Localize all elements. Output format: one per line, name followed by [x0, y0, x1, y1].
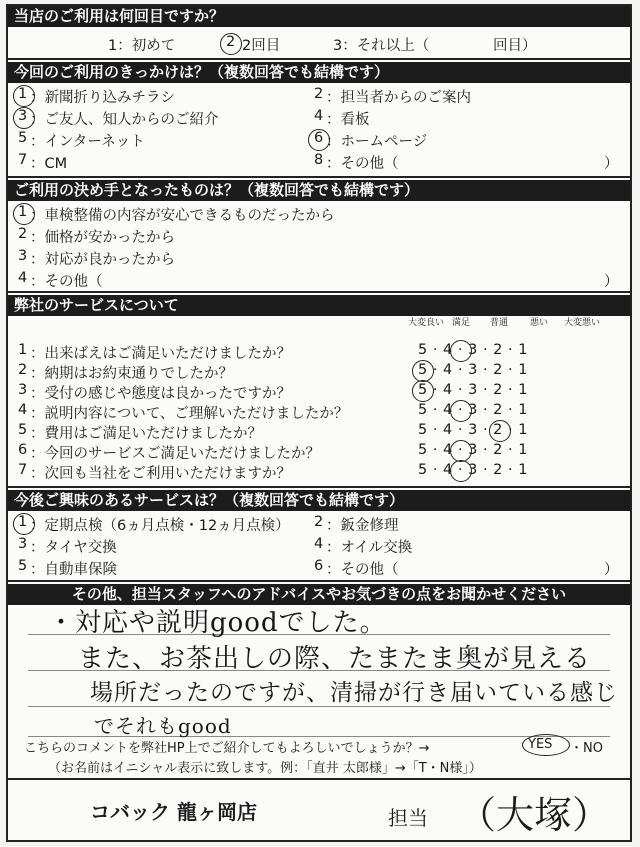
rating-col-excellent: 大変良い: [408, 318, 445, 328]
question-text: ：次回も当社をご利用いただけますか？: [30, 466, 291, 482]
decider-option-price[interactable]: ：価格が安かったから: [30, 230, 175, 246]
trigger-num: 7: [18, 152, 28, 168]
shop-name: コバック 龍ヶ岡店: [90, 800, 257, 824]
section-divider: [8, 580, 630, 582]
initials-note: （お名前はイニシャル表示に致します。例：「直井 太郎様」→「T・N様」）: [48, 761, 482, 776]
visit-option-second[interactable]: 2回目: [242, 38, 281, 54]
rating-col-bad: 悪い: [529, 318, 548, 328]
question-num: 6: [18, 442, 28, 458]
handwritten-comment-line: でそれもgood: [94, 714, 232, 738]
rating-scale[interactable]: 5 · 4 · 3 · 2 · 1: [418, 402, 528, 418]
visit-option-second-num[interactable]: 2: [226, 34, 236, 50]
question-text: ：今回のサービスご満足いただけましたか？: [30, 446, 320, 462]
question-text: ：費用はご満足いただけましたか？: [30, 426, 262, 442]
question-num: 4: [18, 402, 28, 418]
visit-option-more[interactable]: 3：それ以上（: [333, 38, 430, 54]
rating-answer-circle: [489, 420, 511, 442]
interest-option-insurance[interactable]: ：自動車保険: [30, 562, 117, 578]
rating-col-very-bad: 大変悪い: [564, 318, 601, 328]
trigger-num: 1: [18, 86, 28, 102]
trigger-option-internet[interactable]: ：インターネット: [30, 134, 145, 150]
decider-num: 2: [18, 226, 28, 242]
section-divider: [8, 486, 630, 488]
rating-answer-circle: [450, 400, 472, 422]
rating-col-good: 満足: [451, 318, 470, 328]
section-divider: [8, 778, 630, 780]
close-paren: ）: [604, 156, 619, 172]
trigger-num: 5: [18, 130, 28, 146]
handwritten-comment-line: ・対応や説明goodでした。: [48, 608, 387, 638]
trigger-num: 6: [314, 130, 324, 146]
question-num: 7: [18, 462, 28, 478]
interest-num: 4: [314, 536, 324, 552]
section-visits-header: 当店のご利用は何回目ですか？: [8, 6, 630, 27]
staff-label: 担当: [388, 806, 428, 830]
interest-num: 5: [18, 558, 28, 574]
section-interest-header: 今後ご興味のあるサービスは？（複数回答でも結構です）: [8, 490, 630, 511]
decider-num: 4: [18, 270, 28, 286]
question-text: ：出来ばえはご満足いただけましたか？: [30, 346, 291, 362]
visit-option-first[interactable]: 1：初めて: [108, 38, 176, 54]
interest-option-tire[interactable]: ：タイヤ交換: [30, 540, 117, 556]
survey-form: [6, 4, 632, 842]
close-paren: ）: [604, 274, 619, 290]
rating-answer-circle: [412, 360, 434, 382]
trigger-num: 2: [314, 86, 324, 102]
staff-name: （大塚）: [458, 793, 611, 837]
trigger-option-staff[interactable]: ：担当者からのご案内: [326, 90, 471, 106]
close-paren: ）: [604, 562, 619, 578]
trigger-option-sign[interactable]: ：看板: [326, 112, 370, 128]
section-divider: [8, 58, 630, 60]
rating-scale[interactable]: 5 · 4 · 3 · 2 · 1: [418, 342, 528, 358]
interest-num: 1: [18, 514, 28, 530]
trigger-option-friend[interactable]: ：ご友人、知人からのご紹介: [30, 112, 219, 128]
interest-option-oil[interactable]: ：オイル交換: [326, 540, 413, 556]
trigger-option-flyer[interactable]: ：新聞折り込みチラシ: [30, 90, 175, 106]
rating-answer-circle: [450, 340, 472, 362]
permission-yes[interactable]: YES: [528, 737, 553, 752]
rating-answer-circle: [412, 380, 434, 402]
question-num: 1: [18, 342, 28, 358]
rating-scale[interactable]: 5 · 4 · 3 · 2 · 1: [418, 362, 528, 378]
rating-scale[interactable]: 5 · 4 · 3 · 2 · 1: [418, 422, 528, 438]
interest-option-bodywork[interactable]: ：鈑金修理: [326, 518, 399, 534]
decider-num: 3: [18, 248, 28, 264]
decider-option-service[interactable]: ：対応が良かったから: [30, 252, 175, 268]
rating-col-normal: 普通: [489, 318, 508, 328]
question-text: ：受付の感じや態度は良かったですか？: [30, 386, 291, 402]
decider-num: 1: [18, 204, 28, 220]
section-deciding-header: ご利用の決め手となったものは？（複数回答でも結構です）: [8, 180, 630, 201]
rating-answer-circle: [450, 440, 472, 462]
question-num: 3: [18, 382, 28, 398]
question-text: ：納期はお約束通りでしたか？: [30, 366, 233, 382]
section-divider: [8, 176, 630, 178]
decider-option-other[interactable]: ：その他（: [30, 274, 103, 290]
trigger-option-other[interactable]: ：その他（: [326, 156, 399, 172]
question-num: 2: [18, 362, 28, 378]
permission-no[interactable]: ・NO: [570, 741, 603, 756]
question-num: 5: [18, 422, 28, 438]
trigger-num: 4: [314, 108, 324, 124]
question-text: ：説明内容について、ご理解いただけましたか？: [30, 406, 349, 422]
interest-num: 2: [314, 514, 324, 530]
handwritten-comment-line: また、お茶出しの際、たまたま奥が見える: [78, 644, 592, 674]
visit-option-more-suffix: 回目）: [493, 38, 537, 54]
interest-num: 3: [18, 536, 28, 552]
rating-scale[interactable]: 5 · 4 · 3 · 2 · 1: [418, 462, 528, 478]
interest-option-periodic[interactable]: ：定期点検（6ヵ月点検・12ヵ月点検）: [30, 518, 290, 534]
section-comments-header: その他、担当スタッフへのアドバイスやお気づきの点をお聞かせください: [8, 584, 630, 605]
trigger-option-homepage[interactable]: ：ホームページ: [326, 134, 428, 150]
section-trigger-header: 今回のご利用のきっかけは？（複数回答でも結構です）: [8, 62, 630, 83]
trigger-option-cm[interactable]: ：CM: [30, 156, 68, 172]
rating-scale[interactable]: 5 · 4 · 3 · 2 · 1: [418, 442, 528, 458]
interest-num: 6: [314, 558, 324, 574]
handwritten-comment-line: 場所だったのですが、清掃が行き届いている感じ: [90, 680, 618, 706]
section-divider: [8, 291, 630, 293]
trigger-num: 3: [18, 108, 28, 124]
rating-answer-circle: [450, 460, 472, 482]
interest-option-other[interactable]: ：その他（: [326, 562, 399, 578]
rating-scale[interactable]: 5 · 4 · 3 · 2 · 1: [418, 382, 528, 398]
decider-option-inspection[interactable]: ：車検整備の内容が安心できるものだったから: [30, 208, 335, 224]
section-service-header: 弊社のサービスについて: [8, 295, 630, 316]
permission-question: こちらのコメントを弊社HP上でご紹介してもよろしいでしょうか？→: [24, 741, 430, 756]
trigger-num: 8: [314, 152, 324, 168]
